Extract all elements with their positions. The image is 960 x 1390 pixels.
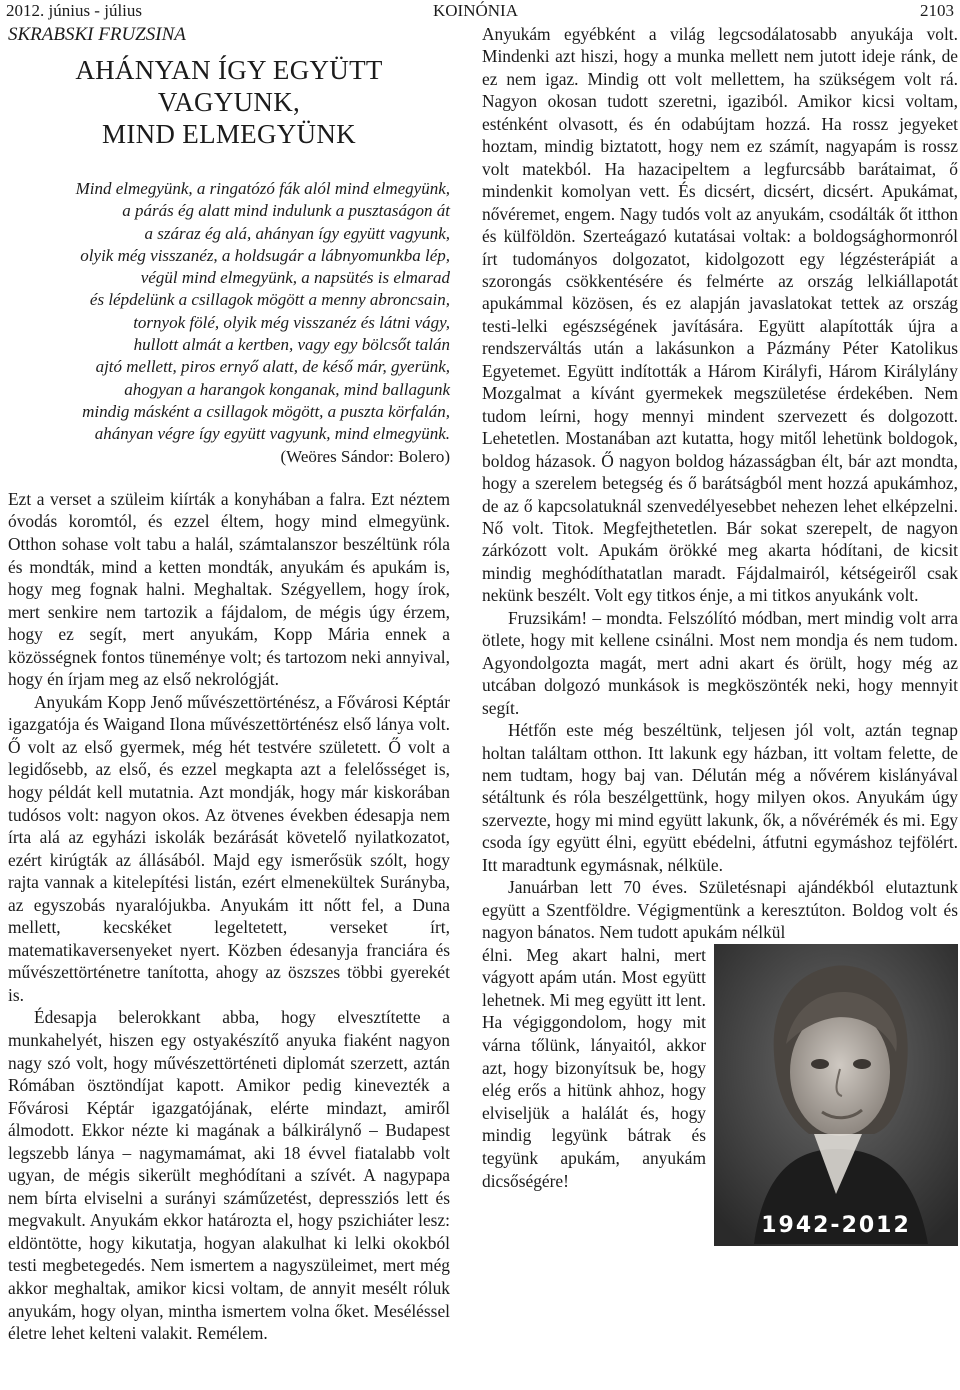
left-column <box>8 23 450 1345</box>
body-paragraph: Fruzsikám! – mondta. Felszólító módban, mert mindig volt arra ötlete, hogy mit kellene csinálni. Most nem mondja és nem tudom. Agyondolgozta magát, mert adni akart és örült, hogy még az utcában dolgozó munkások is megköszönték neki, hogy mennyit segít. <box>482 607 958 718</box>
left-prose <box>8 488 450 1345</box>
poem-line: ahányan végre így együtt vagyunk, mind elmegyünk. <box>94 424 450 444</box>
poem-line: ahogyan a harangok konganak, mind ballagunk <box>124 379 450 399</box>
poem-line: ajtó mellett, piros ernyő alatt, de késő már, gyerünk, <box>95 357 450 377</box>
poem-line: a száraz ég alá, ahányan így együtt vagyunk, <box>144 223 450 243</box>
running-head <box>6 0 956 22</box>
title-line-1: AHÁNYAN ÍGY EGYÜTT VAGYUNK, <box>75 55 383 117</box>
poem-line: végül mind elmegyünk, a napsütés is elmarad <box>140 268 450 288</box>
poem-attribution: (Weöres Sándor: Bolero) <box>280 446 450 466</box>
page-number: 2103 <box>920 1 954 20</box>
poem-line: mindig másként a csillagok mögött, a puszta körfalán, <box>82 401 450 421</box>
body-paragraph: Januárban lett 70 éves. Születésnapi ajándékból elutaztunk együtt a Szentföldre. Végigmentünk a keresztúton. Boldog volt és nagyon bánatos. Nem tudott apukám nélkül <box>482 877 958 943</box>
photo-caption: 1942-2012 <box>761 1212 911 1238</box>
body-paragraph: Hétfőn este még beszéltünk, teljesen jól volt, aztán tegnap holtan találtam otthon. Itt lakunk egy házban, itt voltam felette, de nem tudtam, hogy baj van. Délután még a nővérem kislányával sétáltunk és róla beszélgettünk, hogy milyen okos. Anyukám úgy szervezte, hogy mi mind együtt lakunk, ők, a nővérémék és mi. Egy csoda így együtt élni, együtt ebédelni, átfutni egymáshoz tejfölért. Itt maradtunk egymásnak, nélküle. <box>482 720 958 875</box>
right-prose <box>482 23 958 944</box>
body-paragraph: Édesapja belerokkant abba, hogy elvesztítette a munkahelyét, hiszen egy ostyakészítő anyuka fiaként nagyon nagy szó volt, hogy művészettörténeti diplomát szerzett, aztán Rómában ösztöndíjat kapott. Amikor pedig kinevezték a Fővárosi Képtár igazgatójának, elérte mindazt, amiről álmodott. Ekkor nézte ki magának a bálkirálynő – Budapest legszebb lánya – nagymamámat, aki 18 évvel fiatalabb volt ugyan, de mégis sikerült meghódítani a szívét. A nagypapa nem bírta elviselni a surányi száműzetést, depressziós lett és megvakult. Anyukám ekkor határozta el, hogy pszichiáter lesz: eldöntötte, hogy kikutatja, hogyan alakulhat ki lelki okokból testi megbetegedés. Nem ismertem a nagyszüleimet, mert még akkor meghaltak, amikor kicsi voltam, de annyit mesélt róluk anyukám, hogy olyan, mintha ismertem volna őket. Meséléssel életre lehet kelteni valakit. Remélem. <box>8 1007 450 1344</box>
photo-wrap-area <box>482 944 958 1238</box>
wrapped-paragraph: élni. Meg akart halni, mert vágyott apám után. Most együtt lehetnek. Mi meg együtt itt lent. Ha végiggondolom, hogy mit várna tőlünk, lányaitól, akkor azt, hogy bizonyítsuk be, hogy elég erős a hitünk ahhoz, hogy elviseljük a halálát és, hogy mindig legyünk bátrak és tegyünk apukám, anyukám dicsőségére! <box>482 944 706 1191</box>
poem-line: és lépdelünk a csillagok mögött a menny abroncsain, <box>89 290 450 310</box>
poem-line: Mind elmegyünk, a ringatózó fák alól mind elmegyünk, <box>75 179 450 198</box>
article-title <box>8 54 450 150</box>
journal-name: KOINÓNIA <box>433 1 518 20</box>
right-column <box>482 23 958 1238</box>
portrait-illustration <box>714 944 958 1246</box>
article-author: SKRABSKI FRUZSINA <box>8 24 186 45</box>
poem-line: a párás ég alatt mind indulunk a pusztaságon át <box>122 201 450 221</box>
epigraph-poem <box>8 178 450 468</box>
issue-date: 2012. június - július <box>6 1 143 20</box>
body-paragraph: Anyukám Kopp Jenő művészettörténész, a Fővárosi Képtár igazgatója és Waigand Ilona művészettörténész első lánya volt. Ő volt az első gyermek, még hét testvére született. Ő volt a legidősebb, az első, és ezzel megkapta azt a felelősséget is, hogy példát kell mutatnia. Azt mondják, hogy már kiskorában tudósos volt: nagyon okos. Az ötvenes években édesapja nem írta alá az egyházi iskolák bezárását követelő nyilatkozatot, ezért kirúgták az állásából. Majd egy ismerősük szólt, hogy rajta vannak a kitelepítési listán, ezért elmenekültek Surányba, az egyszobás nyaralójukba. Anyukám itt nőtt fel, a Duna mellett, kecskéket legeltetett, verseket írt, matematikaversenyeket nyert. Közben édesanyja franciára és művészettörténetre tanította, ahogy az öszszes többi gyerekét is. <box>8 691 450 1005</box>
title-line-2: MIND ELMEGYÜNK <box>102 119 356 149</box>
poem-line: hullott almát a kertben, vagy egy bölcsőt talán <box>133 335 450 355</box>
body-paragraph: Ezt a verset a szüleim kiírták a konyhában a falra. Ezt néztem óvodás koromtól, és ezzel éltem, hogy mind elmegyünk. Otthon sohase volt tabu a halál, számtalanszor beszéltünk róla és mondták, mind a ketten mondták, anyukám és apukám is, hogy meg fognak halni. Meghaltak. Szégyellem, hogy írok, mert senkire nem tartozik a fájdalom, de mégis úgy érzem, hogy ez segít, mert anyukám, Kopp Mária ennek a közösségnek fontos tüneménye volt; és tartozom neki annyival, hogy én írjam meg az első nekrológját. <box>8 488 450 690</box>
poem-line: olyik még visszanéz, a holdsugár a lábnyomunkba lép, <box>80 245 450 265</box>
portrait-photo <box>714 944 958 1246</box>
body-paragraph: Anyukám egyébként a világ legcsodálatosabb anyukája volt. Mindenki azt hiszi, hogy a munka mellett nem jutott ideje ránk, de ez nem igaz. Mindig ott volt mellettem, ha szükségem volt rá. Nagyon okosan tudott szeretni, igaziból. Amikor kicsi voltam, esténként olvasott, és én odabújtam hozzá. Ha rossz jegyeket hoztam, mindig biztatott, hogy nem ez számít, nagyapám is rossz volt matekból. Ha hazacipeltem a legfurcsább barátaimat, ő mindenkit komolyan vett. És dicsért, dicsért, dicsért. Apukámat, nővéremet, engem. Nagy tudós volt az anyukám, csodálták őt itthon és külföldön. Szerteágazó kutatásai voltak: a boldogsághormonról írt tudományos dolgozatot, kidolgozott egy légzésterápiát a szorongás csökkentésére és felmérte az ország lelkiállapotát apukámmal közösen, és ez alapján javaslatokat tettek az ország testi-lelki egészségének javítására. Együtt alapították újra a rendszerváltás után a lakásunkon a Pázmány Péter Katolikus Egyetemet. Együtt indították a Három Királyfi, Három Királylány Mozgalmat a kívánt gyermekek megszületése érdekében. Nem tudom leírni, hogy mennyi mindent szervezett és dolgozott. Lehetetlen. Mostanában azt kutatta, hogy mitől lehetünk boldogok, boldog házasok. Ő nagyon boldog házasságban élt, bár azt mondta, hogy a szerelem betegség és ő barátságból ment hozzá apukámhoz, de az ő kapcsolatuknál szenvedélyesebbet nehezen lehet elképzelni. Nő volt. Titok. Megfejthetetlen. Bár sokat szerepelt, de nagyon zárkózott volt. Apukám örökké meg akarta hódítani, de kicsit mindig meghódíthatatlan maradt. Fájdalmairól, kétségeiről csak nekünk beszélt. Volt egy titkos énje, a mi titkos anyukánk volt. <box>482 24 958 606</box>
poem-line: tornyok fölé, olyik még visszanéz és látni vágy, <box>133 312 450 332</box>
